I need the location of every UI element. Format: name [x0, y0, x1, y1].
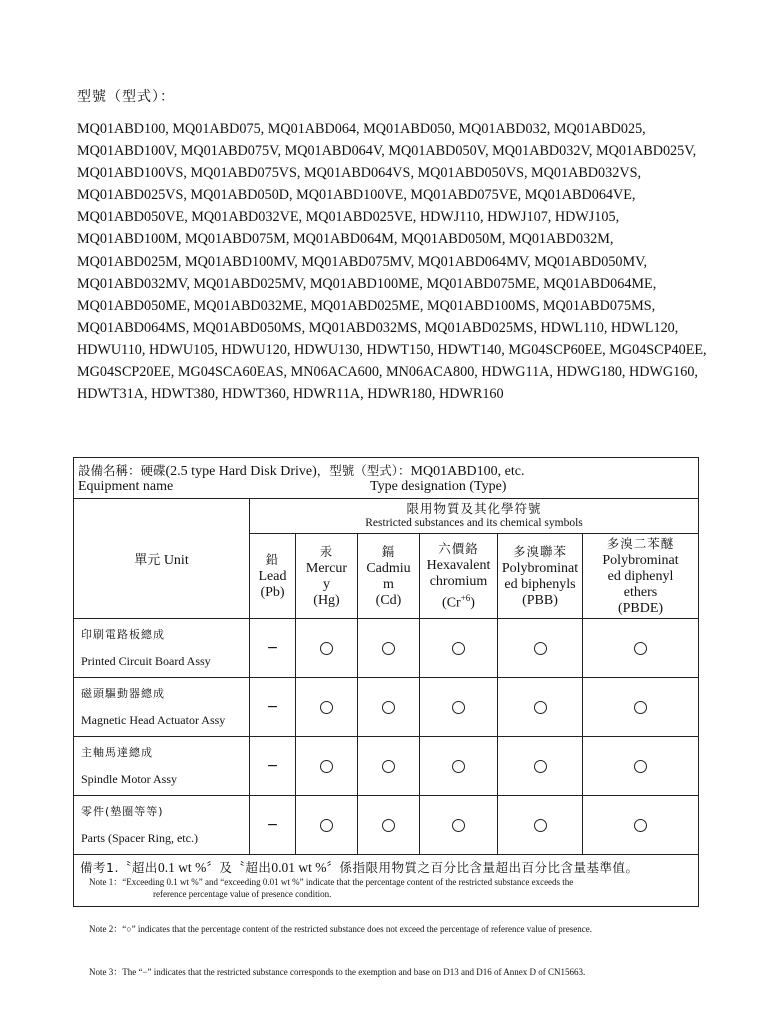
row-label-cn: 印刷電路板總成 — [81, 628, 165, 641]
symbol-base: (Cr — [442, 595, 461, 611]
substance-en: Cadmiu — [366, 560, 411, 576]
type-value: MQ01ABD100, etc. — [410, 463, 525, 479]
note-3: Note 3：The “−” indicates that the restricted substance corresponds to the exemption and base on D13 and D16 of Annex D of CN15663. — [89, 967, 586, 977]
circle-icon — [534, 701, 547, 714]
type-designation-label: Type designation (Type) — [370, 478, 507, 494]
row-label-en: Magnetic Head Actuator Assy — [81, 713, 226, 727]
row-label-en: Spindle Motor Assy — [81, 772, 178, 786]
mark-cell — [583, 619, 699, 678]
substance-hexavalent-chromium — [420, 534, 498, 619]
mark-cell — [498, 619, 583, 678]
circle-icon — [452, 760, 465, 773]
mark-cell — [358, 737, 420, 796]
circle-icon — [634, 642, 647, 655]
substance-mercury — [296, 534, 358, 619]
circle-icon — [634, 819, 647, 832]
unit-cn: 單元 — [134, 552, 161, 568]
substance-symbol — [420, 590, 497, 612]
circle-icon — [382, 642, 395, 655]
table-row — [74, 796, 699, 855]
note-main-part: 0.1 wt % — [157, 860, 207, 875]
dash-mark: − — [266, 640, 279, 656]
circle-icon — [382, 701, 395, 714]
mark-cell — [498, 678, 583, 737]
equipment-name-en: (2.5 type Hard Disk Drive) — [165, 463, 317, 479]
dash-mark: − — [266, 817, 279, 833]
substance-pbde — [583, 534, 699, 619]
circle-icon — [320, 701, 333, 714]
circle-icon — [320, 819, 333, 832]
mark-cell — [498, 796, 583, 855]
circle-icon — [634, 701, 647, 714]
circle-icon — [382, 819, 395, 832]
model-list: MQ01ABD100, MQ01ABD075, MQ01ABD064, MQ01ABD050, MQ01ABD032, MQ01ABD025, MQ01ABD100V, MQ01ABD075V, MQ01ABD064V, MQ01ABD050V, MQ01ABD032V, MQ01ABD025V, MQ01ABD100VS, MQ01ABD075VS, MQ01ABD064VS, MQ01ABD050VS, MQ01ABD032VS, MQ01ABD025VS, MQ01ABD050D, MQ01ABD100VE, MQ01ABD075VE, MQ01ABD064VE, MQ01ABD050VE, MQ01ABD032VE, MQ01ABD025VE, HDWJ110, HDWJ107, HDWJ105, MQ01ABD100M, MQ01ABD075M, MQ01ABD064M, MQ01ABD050M, MQ01ABD032M, MQ01ABD025M, MQ01ABD100MV, MQ01ABD075MV, MQ01ABD064MV, MQ01ABD050MV, MQ01ABD032MV, MQ01ABD025MV, MQ01ABD100ME, MQ01ABD075ME, MQ01ABD064ME, MQ01ABD050ME, MQ01ABD032ME, MQ01ABD025ME, MQ01ABD100MS, MQ01ABD075MS, MQ01ABD064MS, MQ01ABD050MS, MQ01ABD032MS, MQ01ABD025MS, HDWL110, HDWL120, HDWU110, HDWU105, HDWU120, HDWU130, HDWT150, HDWT140, MG04SCP60EE, MG04SCP40EE, MG04SCP20EE, MG04SCA60EAS, MN06ACA600, MN06ACA800, HDWG11A, HDWG180, HDWG160, HDWT31A, HDWT380, HDWT360, HDWR11A, HDWR180, HDWR160 — [77, 121, 707, 403]
unit-en: Unit — [163, 552, 189, 568]
circle-icon — [452, 701, 465, 714]
substance-en: y — [323, 576, 330, 592]
substance-cn: 鉛 — [265, 551, 280, 567]
note-1-line2: reference percentage value of presence condition. — [153, 889, 332, 899]
note-1 — [80, 876, 692, 900]
substance-cn: 六價鉻 — [438, 540, 479, 556]
note-2: Note 2：“○” indicates that the percentage content of the restricted substance does not exceed the percentage of reference value of presence. — [89, 924, 592, 934]
row-label-en: Parts (Spacer Ring, etc.) — [81, 831, 198, 845]
unit-header — [74, 499, 250, 619]
equipment-name-label: Equipment name — [78, 478, 174, 494]
notes-cell — [74, 855, 699, 907]
note-main-part: 〞係指限用物質之百分比含量超出百分比含量基準值。 — [326, 860, 639, 875]
substance-en: ethers — [623, 584, 658, 600]
table-row — [74, 678, 699, 737]
row-label — [74, 619, 250, 678]
substance-en: Lead — [258, 568, 287, 584]
mark-cell — [420, 737, 498, 796]
row-label — [74, 737, 250, 796]
circle-icon — [534, 819, 547, 832]
circle-icon — [452, 642, 465, 655]
substance-cn: 鎘 — [381, 543, 396, 559]
substance-symbol: (Hg) — [313, 592, 340, 608]
dash-mark: − — [266, 699, 279, 715]
substance-symbol: (PBDE) — [617, 600, 664, 616]
dash-mark: − — [266, 758, 279, 774]
restricted-substances-table — [73, 457, 699, 907]
mark-cell — [250, 619, 296, 678]
substance-en: ed biphenyls — [504, 576, 576, 592]
table-row — [74, 737, 699, 796]
mark-cell — [358, 796, 420, 855]
circle-icon — [534, 642, 547, 655]
restricted-cn: 限用物質及其化學符號 — [406, 501, 542, 516]
substance-en: ed diphenyl — [607, 568, 674, 584]
mark-cell — [583, 678, 699, 737]
note-1-line1: Note 1：“Exceeding 0.1 wt %” and “exceeding 0.01 wt %” indicate that the percentage content of the restricted substance exceeds the — [89, 877, 574, 887]
mark-cell — [296, 619, 358, 678]
mark-cell — [296, 737, 358, 796]
circle-icon — [320, 760, 333, 773]
mark-cell — [250, 737, 296, 796]
restricted-en: Restricted substances and its chemical symbols — [365, 517, 583, 529]
substance-symbol: (PBB) — [522, 592, 558, 608]
note-main-part: 〞及〝超出 — [206, 860, 272, 875]
mark-cell — [296, 678, 358, 737]
substance-en: Hexavalent — [426, 557, 491, 573]
substance-lead — [250, 534, 296, 619]
row-label — [74, 678, 250, 737]
note-main — [80, 858, 692, 876]
mark-cell — [420, 796, 498, 855]
substance-cn: 多溴聯苯 — [512, 543, 567, 559]
mark-cell — [296, 796, 358, 855]
substance-en: Polybrominat — [602, 552, 679, 568]
row-label-cn: 磁頭驅動器總成 — [81, 687, 165, 700]
substance-symbol: (Pb) — [260, 584, 285, 600]
mark-cell — [498, 737, 583, 796]
substance-cadmium — [358, 534, 420, 619]
substance-en: Polybrominat — [501, 560, 579, 576]
type-label-cn: ，型號（型式）： — [316, 462, 411, 478]
substance-en: m — [383, 576, 394, 592]
substance-cn: 汞 — [319, 543, 334, 559]
restricted-substances-header — [250, 499, 699, 534]
circle-icon — [634, 760, 647, 773]
mark-cell — [358, 619, 420, 678]
row-label — [74, 796, 250, 855]
note-main-part: 備考1.〝超出 — [80, 860, 158, 875]
row-label-cn: 零件(墊圈等等) — [81, 805, 164, 818]
mark-cell — [583, 796, 699, 855]
symbol-end: ) — [470, 595, 475, 611]
circle-icon — [382, 760, 395, 773]
symbol-sup: +6 — [460, 592, 471, 603]
circle-icon — [452, 819, 465, 832]
equipment-header — [74, 458, 699, 499]
table-row — [74, 619, 699, 678]
model-heading: 型號（型式）： — [77, 89, 175, 105]
substance-en: Mercur — [305, 560, 348, 576]
substance-en: chromium — [429, 573, 488, 589]
substance-pbb — [498, 534, 583, 619]
row-label-cn: 主軸馬達總成 — [81, 746, 153, 759]
mark-cell — [250, 678, 296, 737]
circle-icon — [534, 760, 547, 773]
mark-cell — [420, 619, 498, 678]
equipment-name-cn: 設備名稱：硬碟 — [78, 462, 166, 478]
mark-cell — [358, 678, 420, 737]
row-label-en: Printed Circuit Board Assy — [81, 654, 211, 668]
mark-cell — [250, 796, 296, 855]
circle-icon — [320, 642, 333, 655]
substance-symbol: (Cd) — [375, 592, 402, 608]
note-main-part: 0.01 wt % — [271, 860, 327, 875]
substance-cn: 多溴二苯醚 — [606, 535, 675, 551]
mark-cell — [420, 678, 498, 737]
mark-cell — [583, 737, 699, 796]
